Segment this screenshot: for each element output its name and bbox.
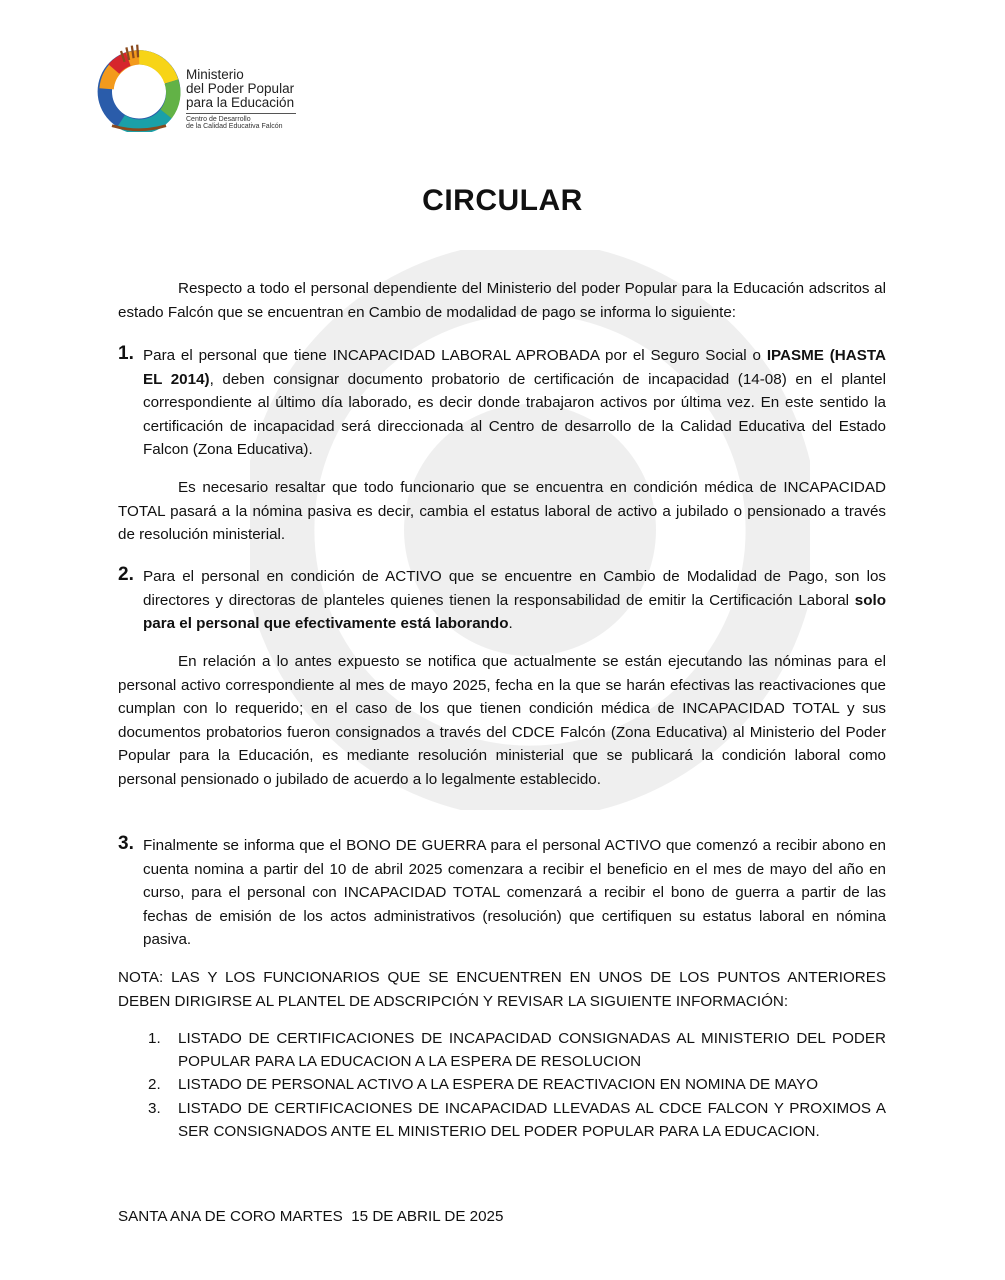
item-1-followup: Es necesario resaltar que todo funcionario que se encuentra en condición médica de INCAPACIDAD TOTAL pasará a la nómina pasiva es decir, cambia el estatus laboral de activo a jubilado o pensionado a través de resolución ministerial. [118,479,886,543]
list-item-2 [118,565,886,636]
org-line-1: Ministerio [186,67,244,82]
ministry-name [186,68,294,110]
item-text: , deben consignar documento probatorio de certificación de incapacidad (14-08) en el plantel correspondiente al último día laborado, es decir donde trabajaron activos por última vez. En este sentido la certificación de incapacidad será direccionada al Centro de desarrollo de la Calidad Educativa del Estado Falcon (Zona Educativa). [143,370,886,458]
item-2-followup: En relación a lo antes expuesto se notifica que actualmente se están ejecutando las nóminas para el personal activo correspondiente al mes de mayo 2025, fecha en la que se harán efectivas las reactivaciones que cumplan con lo requerido; en el caso de los que tienen condición médica de INCAPACIDAD TOTAL y sus documentos probatorios fueron consignados a través del CDCE Falcón (Zona Educativa) al Ministerio del Poder Popular para la Educación, es mediante resolución ministerial que se publicará la condición laboral como personal pensionado o jubilado de acuerdo a lo legalmente establecido. [118,653,886,788]
item-text: Para el personal que tiene INCAPACIDAD LABORAL APROBADA por el Seguro Social o [143,347,767,364]
nota-list-item-2 [148,1073,886,1096]
nota-list-number: 3. [148,1100,161,1117]
nota-list-text: LISTADO DE CERTIFICACIONES DE INCAPACIDAD CONSIGNADAS AL MINISTERIO DEL PODER POPULAR PARA LA EDUCACION A LA ESPERA DE RESOLUCION [178,1030,886,1070]
nota-list-number: 2. [148,1076,161,1093]
item-number: 1. [118,343,134,364]
sub-line-1: Centro de Desarrollo [186,116,251,123]
nota-paragraph: NOTA: LAS Y LOS FUNCIONARIOS QUE SE ENCUENTREN EN UNOS DE LOS PUNTOS ANTERIORES DEBEN DIRIGIRSE AL PLANTEL DE ADSCRIPCIÓN Y REVISAR LA SIGUIENTE INFORMACIÓN: [118,969,886,1010]
ministry-emblem-icon [94,42,184,132]
item-number: 3. [118,833,134,854]
nota-list-text: LISTADO DE PERSONAL ACTIVO A LA ESPERA DE REACTIVACION EN NOMINA DE MAYO [178,1076,819,1093]
item-text: Para el personal en condición de ACTIVO que se encuentre en Cambio de Modalidad de Pago, son los directores y directoras de planteles quienes tienen la responsabilidad de emitir la Certificación Laboral [143,568,886,609]
org-line-2: del Poder Popular [186,81,295,96]
item-bold-text: IPASME (HASTA EL 2014) [143,347,886,388]
logo-divider [186,113,296,114]
intro-paragraph: Respecto a todo el personal dependiente del Ministerio del poder Popular para la Educación adscritos al estado Falcón que se encuentran en Cambio de modalidad de pago se informa lo siguiente: [118,280,886,321]
item-body [143,565,886,636]
item-body: Finalmente se informa que el BONO DE GUERRA para el personal ACTIVO que comenzó a recibir abono en cuenta nomina a partir del 10 de abril 2025 comenzara a recibir el beneficio en el mes de mayo del año en curso, para el personal con INCAPACIDAD TOTAL comenzará a recibir el bono de guerra a partir de las fechas de emisión de los actos administrativos (resolución) que certifiquen su estatus laboral en nómina pasiva. [143,837,886,948]
ministry-subtitle [186,116,283,130]
document-title: CIRCULAR [422,184,583,217]
sub-line-2: de la Calidad Educativa Falcón [186,123,283,130]
place-and-date: SANTA ANA DE CORO MARTES 15 DE ABRIL DE 2025 [118,1208,504,1225]
nota-list-text: LISTADO DE CERTIFICACIONES DE INCAPACIDAD LLEVADAS AL CDCE FALCON Y PROXIMOS A SER CONSIGNADOS ANTE EL MINISTERIO DEL PODER POPULAR PARA LA EDUCACION. [178,1100,886,1140]
nota-list-item-1 [148,1027,886,1073]
org-line-3: para la Educación [186,95,295,110]
item-body [143,344,886,462]
list-item-1 [118,344,886,462]
ministry-logo [90,32,320,137]
item-text: . [508,615,513,632]
nota-list-number: 1. [148,1030,161,1047]
item-bold-text: solo para el personal que efectivamente está laborando [143,591,886,632]
item-number: 2. [118,564,134,585]
list-item-3 [118,834,886,952]
nota-list-item-3 [148,1097,886,1143]
